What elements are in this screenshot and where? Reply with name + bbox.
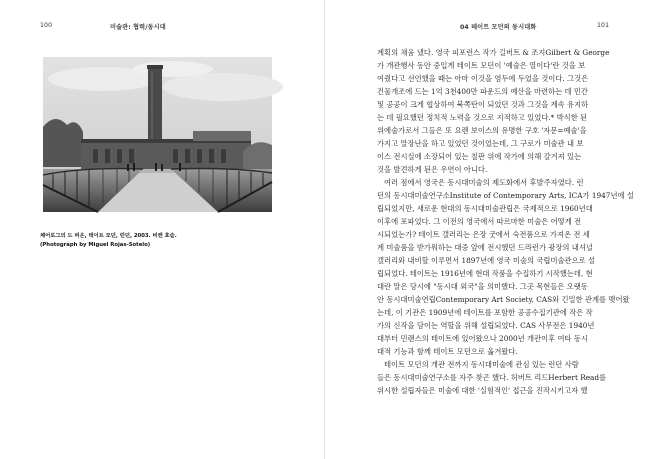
text-line: 들은 동시대미술연구소를 자주 찾곤 했다. 허버트 리드Herbert Read를 — [377, 373, 607, 382]
text-line: 안 동시대미술연립Contemporary Art Society, CAS와 긴밀한 관계를 맺어왔 — [377, 295, 630, 304]
text-line: 이후에 포파었다. 그 이전의 영국에서 따르마한 미술은 어떻게 전 — [377, 217, 582, 226]
right-page-number: 101 — [597, 22, 610, 29]
left-running-head: 미술관: 협력/동시대 — [110, 24, 166, 31]
right-running-head: 04 테이트 모던의 동시대화 — [460, 24, 537, 31]
text-line: 대적 기능과 함께 테이트 모던으로 옮겨왔다. — [377, 347, 518, 356]
text-line: 것을 발견하게 된은 우연이 아니다. — [377, 165, 488, 174]
text-line: 시되었는가? 테이트 갤러리는 은장 굿에서 숙전품으로 가져온 전 세 — [377, 230, 590, 239]
text-line: 는 데 필요했던 정치적 노력을 것으로 지적하고 있었다.* 박식한 된 — [377, 113, 588, 122]
text-line: 대란 말은 당시에 "동시대 외국"을 의미했다. 그곳 목현들은 오랫동 — [377, 282, 588, 291]
paragraph-start-line: 테이트 모던의 개관 전까지 동시대미술에 관심 있는 런던 사람 — [384, 360, 579, 369]
caption-credit: (Photograph by Miguel Rojas-Sotelo) — [40, 242, 151, 248]
photo-caption — [40, 232, 280, 250]
right-page — [325, 0, 650, 459]
left-page-number: 100 — [40, 22, 53, 29]
text-line: 위에술가로서 그들은 또 요렌 보이스의 유명한 구호 '자문=예술'을 — [377, 126, 587, 135]
text-line: 위시한 설립자들은 미술에 대한 '실험적인' 접근을 진작시키고자 했 — [377, 386, 588, 395]
paragraph-start-line: 여러 점에서 영국은 동시대미술의 제도화에서 후발주자였다. 런 — [384, 178, 584, 187]
text-line: 던의 동시대미술연구소Institute of Contemporary Arts, ICA가 1947년에 설 — [377, 191, 634, 200]
text-line: 및 공공이 크게 협상하여 북쪽탄이 되었던 것과 그것을 계속 유지하 — [377, 100, 589, 109]
text-line: 여줬다고 선언했을 때는 아마 이것을 염두에 두었을 것이다. 그것은 — [377, 74, 589, 83]
tate-modern-photo — [43, 57, 272, 212]
text-line: 립되었다. 테이트는 1916년에 현대 작품을 수집하기 시작했는데, 현 — [377, 269, 593, 278]
text-line: 립되었지만, 새로운 현대의 동시대미술관립은 국제적으로 1960년대 — [377, 204, 593, 213]
text-line: 갤러리와 내비할 이루면서 1897년에 영국 미술의 국립미술관으로 설 — [377, 256, 596, 265]
text-line: 계획의 채움 냈다. 영국 피포런스 작가 길버트 & 조지Gilbert & George — [377, 48, 610, 57]
text-line: 가 개관행사 동안 중입게 테이트 모던이 '예술은 열이다'란 것을 보 — [377, 61, 586, 70]
tate-modern-photo-illustration — [43, 57, 272, 212]
text-line: 가의 신작을 담이는 역할을 위해 설립되었다. CAS 사무전은 1940년 — [377, 321, 595, 330]
caption-line: 체어로그의 드 퍼온, 테이트 모던, 런던, 2003. 비켄 효슬. — [40, 233, 177, 239]
text-line: 계 미술품을 받가워하는 대중 앞에 전시했던 드라런가 광장의 내셔널 — [377, 243, 593, 252]
text-line: 대부터 민랜스의 테이트에 있어왔으나 2000년 개관이후 여타 동시 — [377, 334, 589, 343]
text-line: 가지고 말장난을 하고 있었던 것이었는데, 그 구로가 미술관 내 보 — [377, 139, 584, 148]
text-line: 는데, 이 기관은 1909년에 테이트를 포함한 공공수집기관에 작은 작 — [377, 308, 593, 317]
text-line: 건물개조에 드는 1억 3천400만 파운드의 예산을 마련하는 데 민간 — [377, 87, 588, 96]
text-line: 이스 전시실에 소장되어 있는 칠판 위에 작가에 의해 갈겨져 있는 — [377, 152, 582, 161]
